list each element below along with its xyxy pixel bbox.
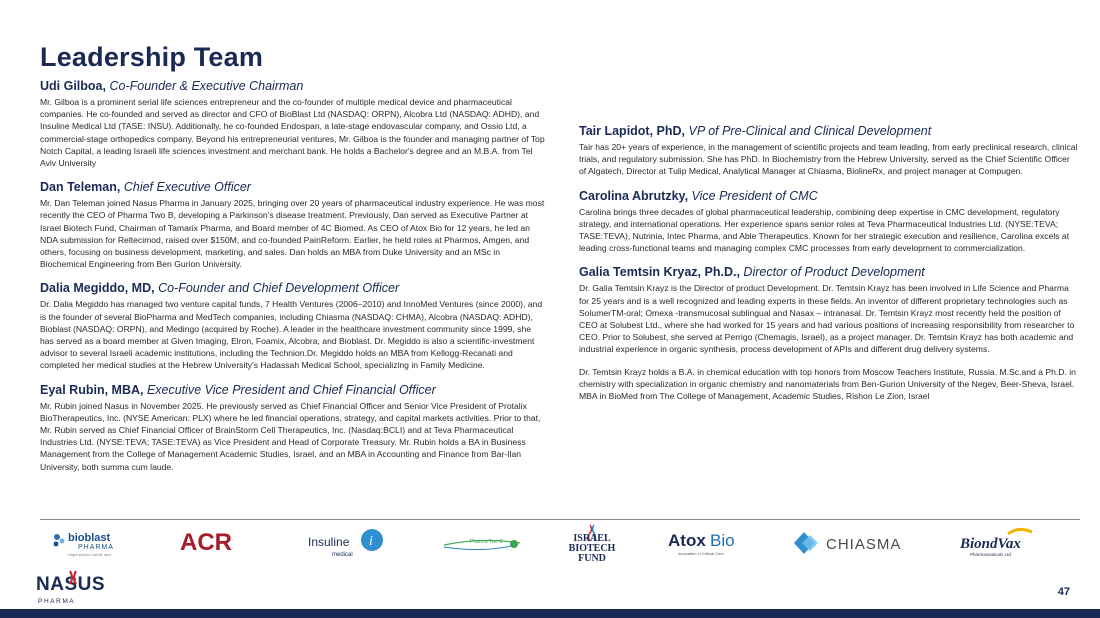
leader-role: Vice President of CMC xyxy=(691,188,818,203)
leader-bio: Mr. Dan Teleman joined Nasus Pharma in January 2025, bringing over 20 years of pharmaceutical industry experience. He was most recently the CEO of Pharma Two B, developing a Parkinson's disease treatment. Previously, Dan served as Executive Partner at Israel Biotech Fund, Chairman of Tamarix Pharma, and Board member of 4C Biomed. As CEO of Atox Bio for 12 years, he led an NDA submission for Reltecimod, raised over $150M, and co-founded PainReform. Earlier, he held roles at Pharmos, Amgen, and others, focusing on business development, marketing, and sales. Dan holds an MBA from Duke University and an MSc in Biochemical Engineering from Ben Gurion University. xyxy=(40,198,545,270)
bioblast-tagline: Hope should not be rare xyxy=(68,552,111,557)
insuline-wordmark: Insuline xyxy=(308,535,350,549)
leader-heading xyxy=(40,180,545,195)
ibf-line1: ISRAEL xyxy=(573,533,611,544)
chiasma-wordmark: CHIASMA xyxy=(826,536,902,553)
leader-name: Udi Gilboa, xyxy=(40,79,106,93)
leader-udi-gilboa xyxy=(40,79,545,169)
leader-name: Carolina Abrutzky, xyxy=(579,188,689,203)
leader-bio: Mr. Rubin joined Nasus in November 2025. He previously served as Chief Financial Officer and Senior Vice President of Protalix BioTherapeutics, Inc. (NYSE American: PLX) where he led financial operations, strategy, and capital markets activities. Prior to that, Mr. Rubin served as Chief Financial Officer of BrainStorm Cell Therapeutics, Inc. (Nasdaq:BCLI) and at Teva Pharmaceutical Industries Ltd. (NYSE:TEVA; TASE:TEVA) as Vice President and Head of Corporate Treasury. Mr. Rubin holds a BA in Business Management from the College of Management Academic Studies, Israel, and an MBA in Accounting and Finance from Bar-Ilan University, both summa cum laude. xyxy=(40,400,541,472)
leader-role: Director of Product Development xyxy=(743,265,925,280)
leader-bio: Dr. Dalia Megiddo has managed two venture capital funds, 7 Health Ventures (2006–2010) and InnoMed Ventures (since 2000), and is the founder of several BioPharma and MedTech companies, including Chiasma (NASDAQ: CHMA), Alcobra (NASDAQ: ADHD), Bioblast (NASDAQ: ORPN), and Medingo (acquired by Roche). A leader in the healthcare investment community since 1999, she has served as a board member at Given Imaging, Elron, Foamix, Alcobra, and Bioblast. Dr. Megiddo is also a scientific-investment advisor to several Israeli academic institutions, including the Technion.Dr. Megiddo holds an MBA from Kellogg-Recanati and completed her medical studies at the Hebrew University's Hadassah Medical School, specializing in Family Medicine. xyxy=(40,299,543,371)
leader-role: Co-Founder and Chief Development Officer xyxy=(158,281,400,296)
nasus-pharma-logo xyxy=(36,568,116,606)
nasus-wordmark: NASUS xyxy=(36,574,106,595)
page-number: 47 xyxy=(1057,586,1070,598)
ibf-line2: BIOTECH xyxy=(568,543,616,554)
leader-heading xyxy=(40,383,545,398)
leader-dan-teleman xyxy=(40,180,545,270)
biondvax-sub: Pharmaceuticals Ltd. xyxy=(970,552,1013,557)
biondvax-logo xyxy=(958,522,1042,564)
bioblast-logo xyxy=(50,522,140,564)
atox-wordmark: Atox xyxy=(668,531,706,550)
acr-logo xyxy=(178,522,248,564)
leader-bio: Dr. Galia Temtsin Krayz is the Director of product Development. Dr. Temtsin Krayz has been involved in Life Science and Pharma for 25 years and is a well recognized and leading experts in these fields. An inventor of different proprietary technologies such as SolumerTM-oral; Omexa -transmucosal sublingual and Nasax – intranasal. Dr. Temtsin Krayz most recently held the position of CEO at Solubest Ltd., where she had worked for 15 years and had various positions of increasing responsibility from researcher to CEO. Prior to Solubest, she served at Perrigo (Chemagis, Israel), as a project manager. Dr. Temtsin Krayz has both academic and industrial experience in organic synthesis, process development of APIs and different drug delivery systems. xyxy=(579,283,1075,355)
leader-heading xyxy=(579,189,1079,204)
pharma-two-b-logo xyxy=(442,522,522,564)
nasus-sub: P H A R M A xyxy=(38,598,74,605)
leader-name: Tair Lapidot, PhD, xyxy=(579,124,686,138)
atox-bio-wordmark: Bio xyxy=(710,531,735,550)
leader-carolina-abrutzky xyxy=(579,189,1079,255)
leader-heading xyxy=(579,265,1079,280)
leader-role: VP of Pre-Clinical and Clinical Development xyxy=(688,124,932,138)
leader-heading xyxy=(579,124,1079,139)
bioblast-sub: PHARMA xyxy=(78,544,114,551)
ibf-line3: FUND xyxy=(578,553,606,563)
leader-bio: Tair has 20+ years of experience, in the management of scientific projects and team leading, from early preclinical research, clinical trials, and regulatory submission. She has PhD. In Biochemistry from the Hebrew University, served as the Chief Scientific Officer of Algatech, Director at Tulip Medical, Analytical Manager at Chiasma, BiolineRx, and project manager at Compugen. xyxy=(579,142,1078,177)
svg-text:i: i xyxy=(369,534,373,549)
leader-bio: Mr. Gilboa is a prominent serial life sciences entrepreneur and the co-founder of multiple medical device and pharmaceutical companies. He co-founded and served as director and CFO of BioBlast Ltd (NASDAQ: ORPN), Alcobra Ltd (NASDAQ: ADHD), and Insuline Medical Ltd (TASE: INSU). Additionally, he co-founded Endospan, a late-stage endovascular company, and Ossio Ltd, a commercial-stage orthopedics company. Beyond his entrepreneurial ventures, Mr. Gilboa is the founder and managing partner of Top Notch Capital, a leading Israeli life sciences investment and merchant bank. He holds a Bachelor's degree and an M.B.A. from Tel Aviv University xyxy=(40,97,545,169)
leader-dalia-megiddo xyxy=(40,281,545,371)
leader-name: Galia Temtsin Kryaz, Ph.D., xyxy=(579,265,740,280)
logos-divider xyxy=(40,519,1080,520)
acr-wordmark: ACR xyxy=(180,529,232,556)
leader-role: Co-Founder & Executive Chairman xyxy=(109,79,304,93)
right-column xyxy=(579,124,1079,413)
leader-bio-education: Dr. Temtsin Krayz holds a B.A. in chemical education with top honors from Moscow Teachers Institute, Russia. M.Sc.and a Ph.D. in chemistry with specialization in organic chemistry and nanomaterials from Ben-Gurion University of the Negev, Beer-Sheva, Israel. MBA in BioMed from The College of Management, Academic Studies, Rishon Le Zion, Israel xyxy=(579,366,1076,402)
insuline-logo xyxy=(306,522,386,564)
leader-name: Dalia Megiddo, MD, xyxy=(40,281,155,296)
atox-tagline: Innovation in Critical Care xyxy=(678,551,724,556)
insuline-sub: medical xyxy=(332,552,353,558)
chiasma-logo xyxy=(790,522,914,564)
leader-tair-lapidot xyxy=(579,124,1079,178)
leader-heading xyxy=(40,281,545,296)
leader-name: Eyal Rubin, MBA, xyxy=(40,382,144,397)
footer-band xyxy=(0,609,1100,618)
leader-eyal-rubin xyxy=(40,383,545,473)
leader-galia-temtsin-kryaz xyxy=(579,265,1079,402)
page-title: Leadership Team xyxy=(40,42,264,72)
bioblast-wordmark: bioblast xyxy=(68,532,111,544)
leader-heading xyxy=(40,79,545,94)
left-column xyxy=(40,79,545,484)
leader-bio: Carolina brings three decades of global pharmaceutical leadership, combining deep expertise in CMC development, regulatory strategy, and international operations. Her experience spans senior roles at Teva Pharmaceutical Industries Ltd. (NYSE:TEVA; TASE:TEVA), Nutrinia, Intec Pharma, and Able Therapeutics. Known for her strategic execution and resilience, Carolina excels at leading cross-functional teams and managing complex CMC processes from early development to commercialization. xyxy=(579,206,1070,254)
leader-role: Executive Vice President and Chief Financial Officer xyxy=(146,382,436,397)
leader-name: Dan Teleman, xyxy=(40,180,121,195)
leader-role: Chief Executive Officer xyxy=(123,180,251,195)
partner-logos-row xyxy=(40,522,1080,564)
biondvax-wordmark: BiondVax xyxy=(960,536,1021,552)
atox-bio-logo xyxy=(666,522,746,564)
pharma-two-b-wordmark: Pharma Two B xyxy=(470,539,503,545)
israel-biotech-fund-logo xyxy=(562,522,622,564)
